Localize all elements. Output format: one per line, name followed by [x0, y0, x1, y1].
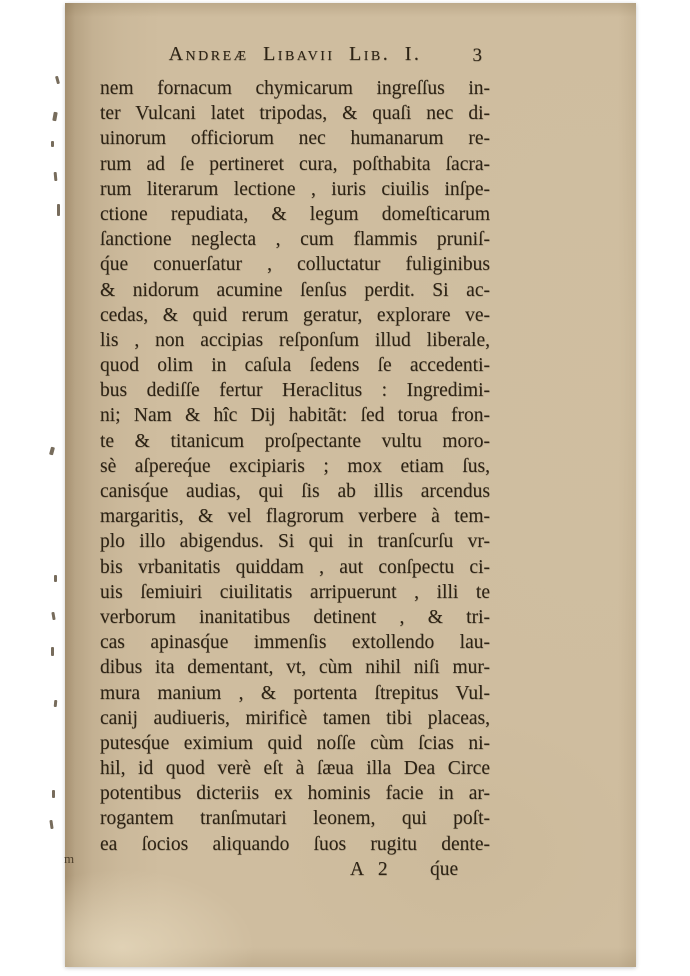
text-line: rum literarum lectione , iuris ciuilis inſpe-: [100, 178, 490, 200]
margin-mark: [57, 204, 60, 216]
text-line: margaritis, & vel flagrorum verbere à tem-: [100, 506, 490, 528]
margin-mark: [54, 575, 57, 582]
catchword: q́ue: [430, 859, 459, 880]
running-header: [100, 43, 490, 67]
margin-mark: [54, 700, 58, 707]
text-line: & nidorum acumine ſenſus perdit. Si ac-: [100, 279, 490, 301]
text-line: uinorum officiorum nec humanarum re-: [100, 128, 490, 150]
header-title: Andreæ Libavii Lib. I.: [168, 43, 422, 65]
text-line: lis , non accipias reſponſum illud liberale,: [100, 329, 490, 351]
text-line: q́ue conuerſatur , colluctatur fuliginibus: [100, 254, 490, 276]
text-line: cas apinasq́ue immenſis extollendo lau-: [100, 632, 490, 654]
margin-mark: [52, 790, 55, 798]
text-line: te & titanicum proſpectante vultu moro-: [100, 430, 490, 452]
page-number: 3: [472, 45, 482, 66]
footer-line: [100, 859, 490, 885]
body-text: [100, 76, 490, 857]
margin-mark: [49, 447, 55, 456]
margin-mark: [49, 820, 53, 829]
text-line: putesq́ue eximium quid noſſe cùm ſcias ni-: [100, 732, 490, 754]
margin-mark: [51, 647, 54, 656]
text-line: potentibus dicteriis ex hominis facie in ar-: [100, 783, 490, 805]
text-line: uis ſemiuiri ciuilitatis arripuerunt , illi te: [100, 581, 490, 603]
text-line: hil, id quod verè eſt à ſæua illa Dea Circe: [100, 758, 490, 780]
margin-mark: [54, 172, 58, 181]
text-line: ea ſocios aliquando ſuos rugitu dente-: [100, 833, 490, 855]
text-line: quod olim in caſula ſedens ſe accedenti-: [100, 355, 490, 377]
margin-mark: [51, 612, 55, 620]
text-line: sè aſpereq́ue excipiaris ; mox etiam ſus,: [100, 455, 490, 477]
text-line: canij audiueris, mirificè tamen tibi placeas,: [100, 707, 490, 729]
text-line: rum ad ſe pertineret cura, poſthabita ſacra-: [100, 153, 490, 175]
text-line: ſanctione neglecta , cum flammis pruniſ-: [100, 229, 490, 251]
text-line: cedas, & quid rerum geratur, explorare ve-: [100, 304, 490, 326]
edge-mark-letter: m: [64, 851, 75, 866]
text-line: mura manium , & portenta ſtrepitus Vul-: [100, 682, 490, 704]
margin-mark: [52, 112, 58, 122]
text-line: verborum inanitatibus detinent , & tri-: [100, 606, 490, 628]
page: [65, 3, 636, 967]
text-line: dibus ita dementant, vt, cùm nihil niſi mur-: [100, 657, 490, 679]
margin-mark: [51, 141, 54, 147]
text-line: bis vrbanitatis quiddam , aut conſpectu ci-: [100, 556, 490, 578]
signature-mark: A 2: [350, 859, 388, 880]
margin-mark: [55, 76, 60, 85]
text-line: plo illo abigendus. Si qui in tranſcurſu vr-: [100, 531, 490, 553]
text-line: canisq́ue audias, qui ſis ab illis arcendus: [100, 481, 490, 502]
text-line: ter Vulcani latet tripodas, & quaſi nec di-: [100, 103, 490, 125]
text-line: ni; Nam & hîc Dij habitãt: ſed torua fron-: [100, 405, 490, 427]
text-line: rogantem tranſmutari leonem, qui poſt-: [100, 808, 490, 830]
text-line: nem fornacum chymicarum ingreſſus in-: [100, 78, 490, 99]
text-line: bus dediſſe fertur Heraclitus : Ingredimi-: [100, 380, 490, 402]
text-line: ctione repudiata, & legum domeſticarum: [100, 203, 490, 225]
